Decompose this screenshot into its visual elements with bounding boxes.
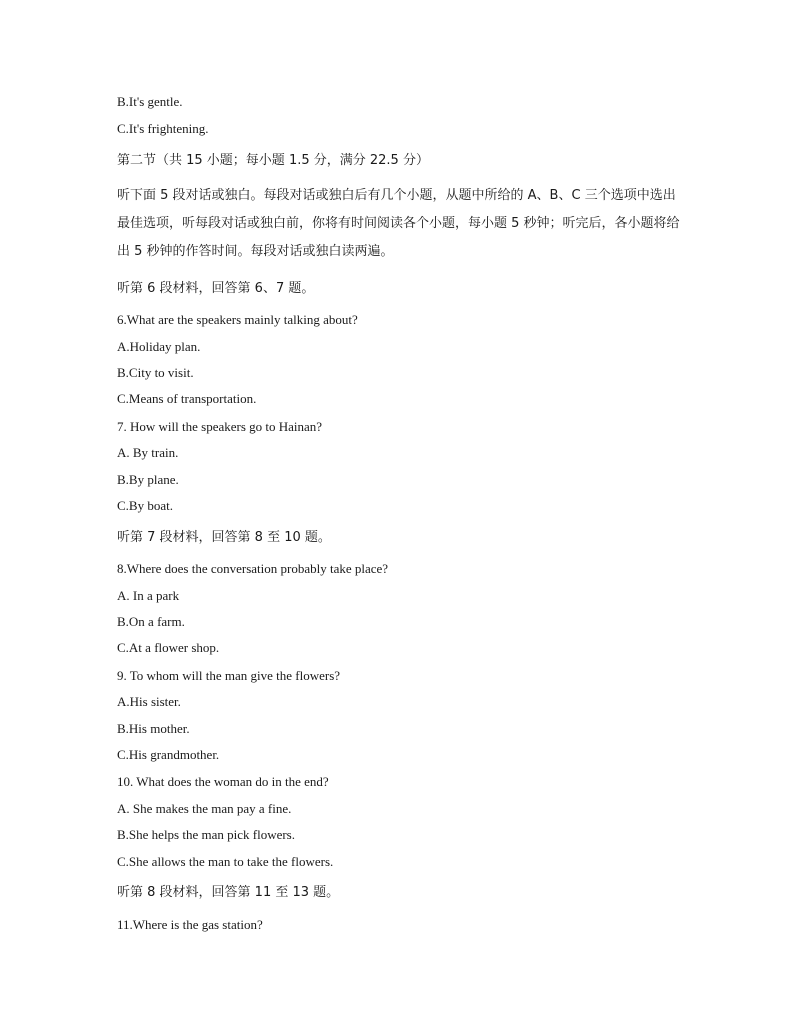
question-7-option-c: C.By boat.	[117, 498, 173, 513]
group-header-8: 听第 8 段材料，回答第 11 至 13 题。	[117, 885, 340, 900]
question-stem-11: 11.Where is the gas station?	[117, 917, 263, 932]
question-8-option-b: B.On a farm.	[117, 614, 185, 629]
question-7-option-b: B.By plane.	[117, 472, 179, 487]
section-title: 第二节（共 15 小题；每小题 1.5 分，满分 22.5 分）	[117, 153, 429, 168]
group-header-6: 听第 6 段材料，回答第 6、7 题。	[117, 281, 315, 296]
question-stem-7: 7. How will the speakers go to Hainan?	[117, 419, 323, 434]
question-6-option-c: C.Means of transportation.	[117, 391, 257, 406]
question-9-option-b: B.His mother.	[117, 721, 190, 736]
question-stem-8: 8.Where does the conversation probably take place?	[117, 561, 389, 576]
instructions: 听下面 5 段对话或独白。每段对话或独白后有几个小题，从题中所给的 A、B、C 三个选项中选出最佳选项，听每段对话或独白前，你将有时间阅读各个小题，每小题 5 秒钟；听完后，各小题将给出 5 秒钟的作答时间。每段对话或独白读两遍。	[117, 188, 680, 259]
question-10-option-b: B.She helps the man pick flowers.	[117, 827, 295, 842]
question-8-option-c: C.At a flower shop.	[117, 640, 220, 655]
question-stem-10: 10. What does the woman do in the end?	[117, 774, 329, 789]
question-9-option-a: A.His sister.	[117, 694, 181, 709]
group-header-7: 听第 7 段材料，回答第 8 至 10 题。	[117, 530, 331, 545]
question-9-option-c: C.His grandmother.	[117, 747, 220, 762]
question-stem-9: 9. To whom will the man give the flowers?	[117, 668, 341, 683]
question-10-option-c: C.She allows the man to take the flowers.	[117, 854, 334, 869]
question-stem-6: 6.What are the speakers mainly talking about?	[117, 312, 358, 327]
question-8-option-a: A. In a park	[117, 588, 180, 603]
question-6-option-b: B.City to visit.	[117, 365, 194, 380]
prev-option-b: B.It's gentle.	[117, 94, 183, 109]
question-10-option-a: A. She makes the man pay a fine.	[117, 801, 292, 816]
question-7-option-a: A. By train.	[117, 445, 179, 460]
question-6-option-a: A.Holiday plan.	[117, 339, 201, 354]
prev-option-c: C.It's frightening.	[117, 121, 209, 136]
